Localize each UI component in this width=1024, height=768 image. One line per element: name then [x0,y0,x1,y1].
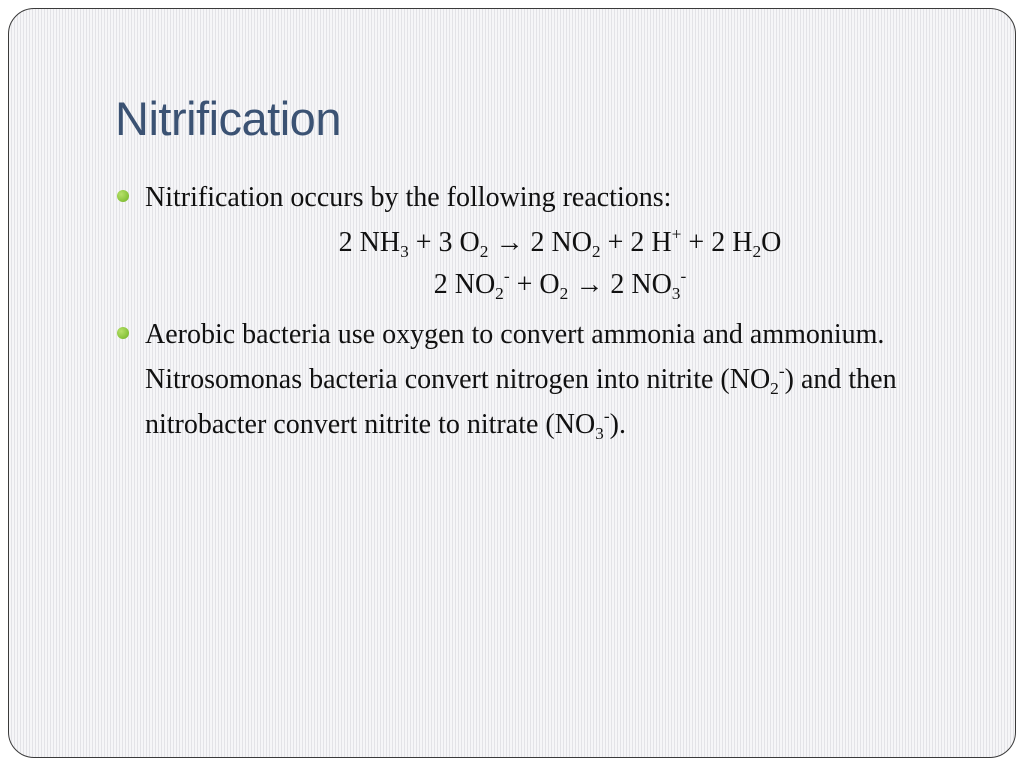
reaction-equations [115,222,975,306]
bullet-1-text: Nitrification occurs by the following reactions: [145,182,672,213]
eq1-sup-d: + [671,224,682,244]
bullet-2-sub-1: 2 [770,379,779,399]
bullet-item-2 [115,312,975,447]
eq2-sub-a: 2 [495,284,504,304]
slide-body [115,175,975,447]
eq1-part-a: 2 NH [338,227,401,258]
bullet-2-sup-2: - [603,406,610,426]
eq2-part-c: → 2 NO [568,269,672,300]
eq1-sub-c: 2 [591,242,601,262]
eq2-sup-c: - [680,266,687,286]
eq1-sub-b: 2 [479,242,489,262]
eq1-part-f: O [761,227,782,258]
bullet-dot-icon [117,327,129,339]
eq1-part-e: + 2 H [681,227,753,258]
bullet-dot-icon [117,190,129,202]
equation-2 [145,264,975,306]
eq1-part-c: → 2 NO [488,227,592,258]
eq2-sup-a: - [503,266,510,286]
eq2-sub-b: 2 [559,284,569,304]
eq2-part-b: + O [509,269,560,300]
eq1-part-d: + 2 H [600,227,672,258]
eq2-sub-c: 3 [671,284,681,304]
eq1-sub-a: 3 [400,242,409,262]
bullet-item-1 [115,175,975,220]
slide-title: Nitrification [115,92,341,145]
bullet-2-sup-1: - [778,361,785,381]
equation-1 [145,222,975,264]
slide [8,8,1016,758]
bullet-2-text-1: Aerobic bacteria use oxygen to convert ammonia and ammonium. Nitrosomonas bacteria convert nitrogen into nitrite (NO [145,319,885,395]
eq1-part-b: + 3 O [408,227,480,258]
eq1-sub-e: 2 [752,242,762,262]
bullet-2-text-3: ). [609,409,626,440]
bullet-2-text-2: ) and then nitrobacter convert nitrite to nitrate (NO [145,364,897,440]
eq2-part-a: 2 NO [433,269,496,300]
bullet-2-sub-2: 3 [595,424,604,444]
